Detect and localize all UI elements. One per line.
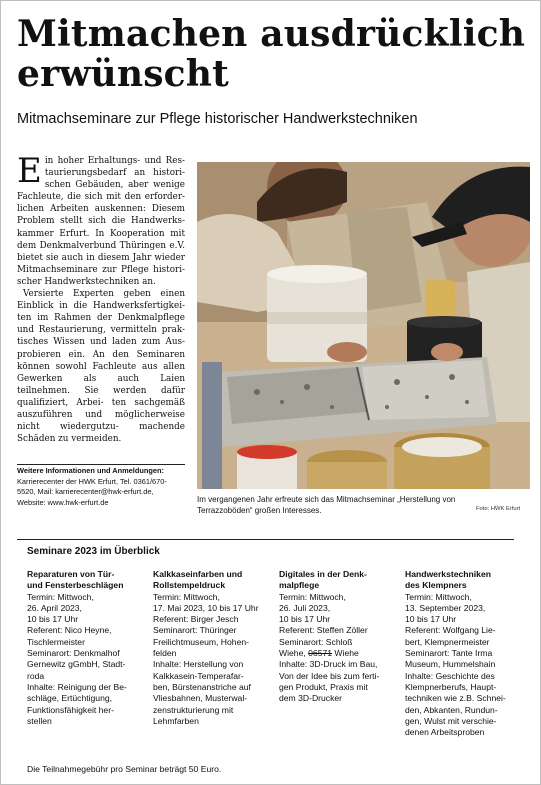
seminar-line: denen Arbeitsproben xyxy=(405,727,485,738)
headline-line-2: erwünscht xyxy=(17,53,229,95)
seminar-line: 10 bis 17 Uhr xyxy=(405,614,457,625)
body-line: können sowohl Fachleute aus allen xyxy=(17,361,185,372)
body-line: Versierte Experten geben einen xyxy=(23,289,185,300)
seminar-line: Referent: Steffen Zöller xyxy=(279,625,368,636)
info-heading: Weitere Informationen und Anmeldungen: xyxy=(17,466,164,475)
info-box xyxy=(17,466,187,508)
seminar-line: den, Abkanten, Rundun- xyxy=(405,704,498,715)
seminar-line: Gernewitz gGmbH, Stadt- xyxy=(27,659,126,670)
seminar-line: Inhalte: 3D-Druck im Bau, xyxy=(279,659,378,670)
seminar-line: Inhalte: Herstellung von xyxy=(153,659,244,670)
body-line: möglicherweise nicht wiedergutzu- xyxy=(17,409,185,433)
body-line: Problem stellt sich die Handwerks- xyxy=(17,216,185,227)
overview-divider xyxy=(17,539,514,540)
body-line: Gewerken als auch Laien teilnehmen. xyxy=(17,373,185,396)
seminar-1 xyxy=(27,569,127,727)
overview-title: Seminare 2023 im Überblick xyxy=(27,546,160,557)
seminar-line: Seminarort: Denkmalhof xyxy=(27,648,120,659)
seminar-line: roda xyxy=(27,670,45,681)
struck-postcode: 06571 xyxy=(308,648,333,659)
photo-credit: Foto: HWK Erfurt xyxy=(476,506,521,512)
seminar-line: 10 bis 17 Uhr xyxy=(27,614,79,625)
seminar-line: Termin: Mittwoch, xyxy=(279,591,346,602)
seminar-line: 17. Mai 2023, 10 bis 17 Uhr xyxy=(153,602,259,613)
info-line: Karrierecenter der HWK Erfurt, Tel. 0361/670- xyxy=(17,476,167,486)
seminar-line: Kalkkasein-Temperafar- xyxy=(153,670,244,681)
body-line: ten sachgemäß auszuführen und xyxy=(17,397,185,420)
headline-line-1: Mitmachen ausdrücklich xyxy=(17,13,526,55)
seminar-title-line: Kalkkaseinfarben und xyxy=(153,569,243,579)
seminar-line: stellen xyxy=(27,715,52,726)
subheadline: Mitmachseminare zur Pflege historischer Handwerkstechniken xyxy=(17,111,418,127)
caption-line-2: Terrazzoböden“ großen Interesses. xyxy=(197,506,322,515)
seminar-title-line: des Klempners xyxy=(405,580,467,591)
body-line: schen Gebäuden, aber wenige xyxy=(44,180,185,191)
body-line: taurierungsbedarf an histori- xyxy=(44,168,185,179)
seminar-title-line: Rollstempeldruck xyxy=(153,580,226,591)
seminar-line: Vliesbahnen, Musterwal- xyxy=(153,693,248,704)
seminar-line: Museum, Hummelshain xyxy=(405,659,496,670)
seminar-line-part: Wiehe, xyxy=(279,648,309,659)
dropcap: E xyxy=(17,151,42,191)
seminar-line: gen Produkt, Praxis mit xyxy=(279,681,368,692)
seminar-line: Seminarort: Tante Irma xyxy=(405,648,493,659)
seminar-line: Klempnerberufs, Haupt- xyxy=(405,681,497,692)
seminar-line: Referent: Birger Jesch xyxy=(153,614,239,625)
seminar-line xyxy=(279,648,379,659)
body-line: machende Schäden zu vermeiden. xyxy=(17,422,185,445)
seminar-line: bert, Klempnermeister xyxy=(405,636,490,647)
seminar-line: 13. September 2023, xyxy=(405,602,486,613)
seminar-line: Freilichtmuseum, Hohen- xyxy=(153,636,249,647)
seminar-title-line: und Fensterbeschlägen xyxy=(27,580,124,591)
seminar-line: Termin: Mittwoch, xyxy=(27,591,94,602)
seminar-line: Inhalte: Geschichte des xyxy=(405,670,495,681)
seminar-line: Lehmfarben xyxy=(153,715,199,726)
paragraph-2 xyxy=(17,288,185,445)
paragraph-1 xyxy=(17,151,185,288)
body-line: kammer Erfurt. In Kooperation mit xyxy=(17,228,185,239)
seminar-title-line: Reparaturen von Tür- xyxy=(27,569,115,579)
seminar-line: gen, Wulst mit verschie- xyxy=(405,715,497,726)
body-line: ten im Rahmen der Denkmalpflege xyxy=(17,313,185,324)
seminar-2 xyxy=(153,569,259,727)
body-line: lichen Arbeiten auskennen: Diesem xyxy=(17,204,185,215)
seminar-line: techniken wie z.B. Schnei- xyxy=(405,693,506,704)
seminar-line: schläge, Ertüchtigung, xyxy=(27,693,113,704)
article-body xyxy=(17,151,185,445)
seminar-line: Seminarort: Schloß xyxy=(279,636,353,647)
body-line: tisches Wissen und laden zum Aus- xyxy=(17,337,185,348)
body-line: in hoher Erhaltungs- und Res- xyxy=(44,156,185,166)
body-line: und Restaurierung, vermitteln prak- xyxy=(17,325,185,336)
body-line: scher Handwerkstechniken an. xyxy=(17,276,156,287)
body-line: Fachleute, die sich mit den erforder- xyxy=(17,192,185,203)
seminar-3 xyxy=(279,569,379,705)
info-line: 5520, Mail: karrierecenter@hwk-erfurt.de, xyxy=(17,487,154,497)
seminar-line: Referent: Wolfgang Lie- xyxy=(405,625,496,636)
headline xyxy=(17,14,527,94)
seminar-line: Termin: Mittwoch, xyxy=(153,591,220,602)
body-line: bietet sie auch in diesem Jahr wieder xyxy=(17,252,185,263)
info-line: Website: www.hwk-erfurt.de xyxy=(17,497,109,507)
seminar-line: zenstrukturierung mit xyxy=(153,704,234,715)
seminar-line: 26. April 2023, xyxy=(27,602,82,613)
body-line: probieren ein. An den Seminaren xyxy=(17,349,185,360)
seminar-line: felden xyxy=(153,648,177,659)
seminar-line: Termin: Mittwoch, xyxy=(405,591,472,602)
body-line: Einblick in die Handwerksfertigkei- xyxy=(17,301,185,312)
seminar-line: 26. Juli 2023, xyxy=(279,602,331,613)
seminar-title-line: Digitales in der Denk- xyxy=(279,569,367,579)
seminar-line: Funktionsfähigkeit her- xyxy=(27,704,114,715)
info-divider xyxy=(17,464,185,465)
body-line: Mitmachseminare zur Pflege histori- xyxy=(17,264,185,275)
seminar-line: 10 bis 17 Uhr xyxy=(279,614,331,625)
seminar-line: Tischlermeister xyxy=(27,636,85,647)
seminar-line: ben, Bürstenanstriche auf xyxy=(153,681,251,692)
seminar-line: Von der Idee bis zum ferti- xyxy=(279,670,380,681)
seminar-line: Referent: Nico Heyne, xyxy=(27,625,112,636)
seminar-4 xyxy=(405,569,506,738)
seminar-line: Seminarort: Thüringer xyxy=(153,625,237,636)
seminar-line-part: Wiehe xyxy=(332,648,359,659)
article-photo xyxy=(197,162,530,489)
body-line: Sie werden dafür qualifiziert, Arbei- xyxy=(17,385,185,408)
photo-illustration xyxy=(197,162,530,489)
body-line: dem Denkmalverbund Thüringen e.V. xyxy=(17,240,185,251)
photo-caption xyxy=(197,494,530,516)
seminar-line: Inhalte: Reinigung der Be- xyxy=(27,681,127,692)
seminar-line: dem 3D-Drucker xyxy=(279,693,343,704)
fee-note: Die Teilnahmegebühr pro Seminar beträgt 50 Euro. xyxy=(27,764,222,774)
caption-line-1: Im vergangenen Jahr erfreute sich das Mitmachseminar „Herstellung von xyxy=(197,495,456,504)
seminar-title-line: Handwerkstechniken xyxy=(405,569,491,579)
seminar-title-line: malpflege xyxy=(279,580,320,591)
